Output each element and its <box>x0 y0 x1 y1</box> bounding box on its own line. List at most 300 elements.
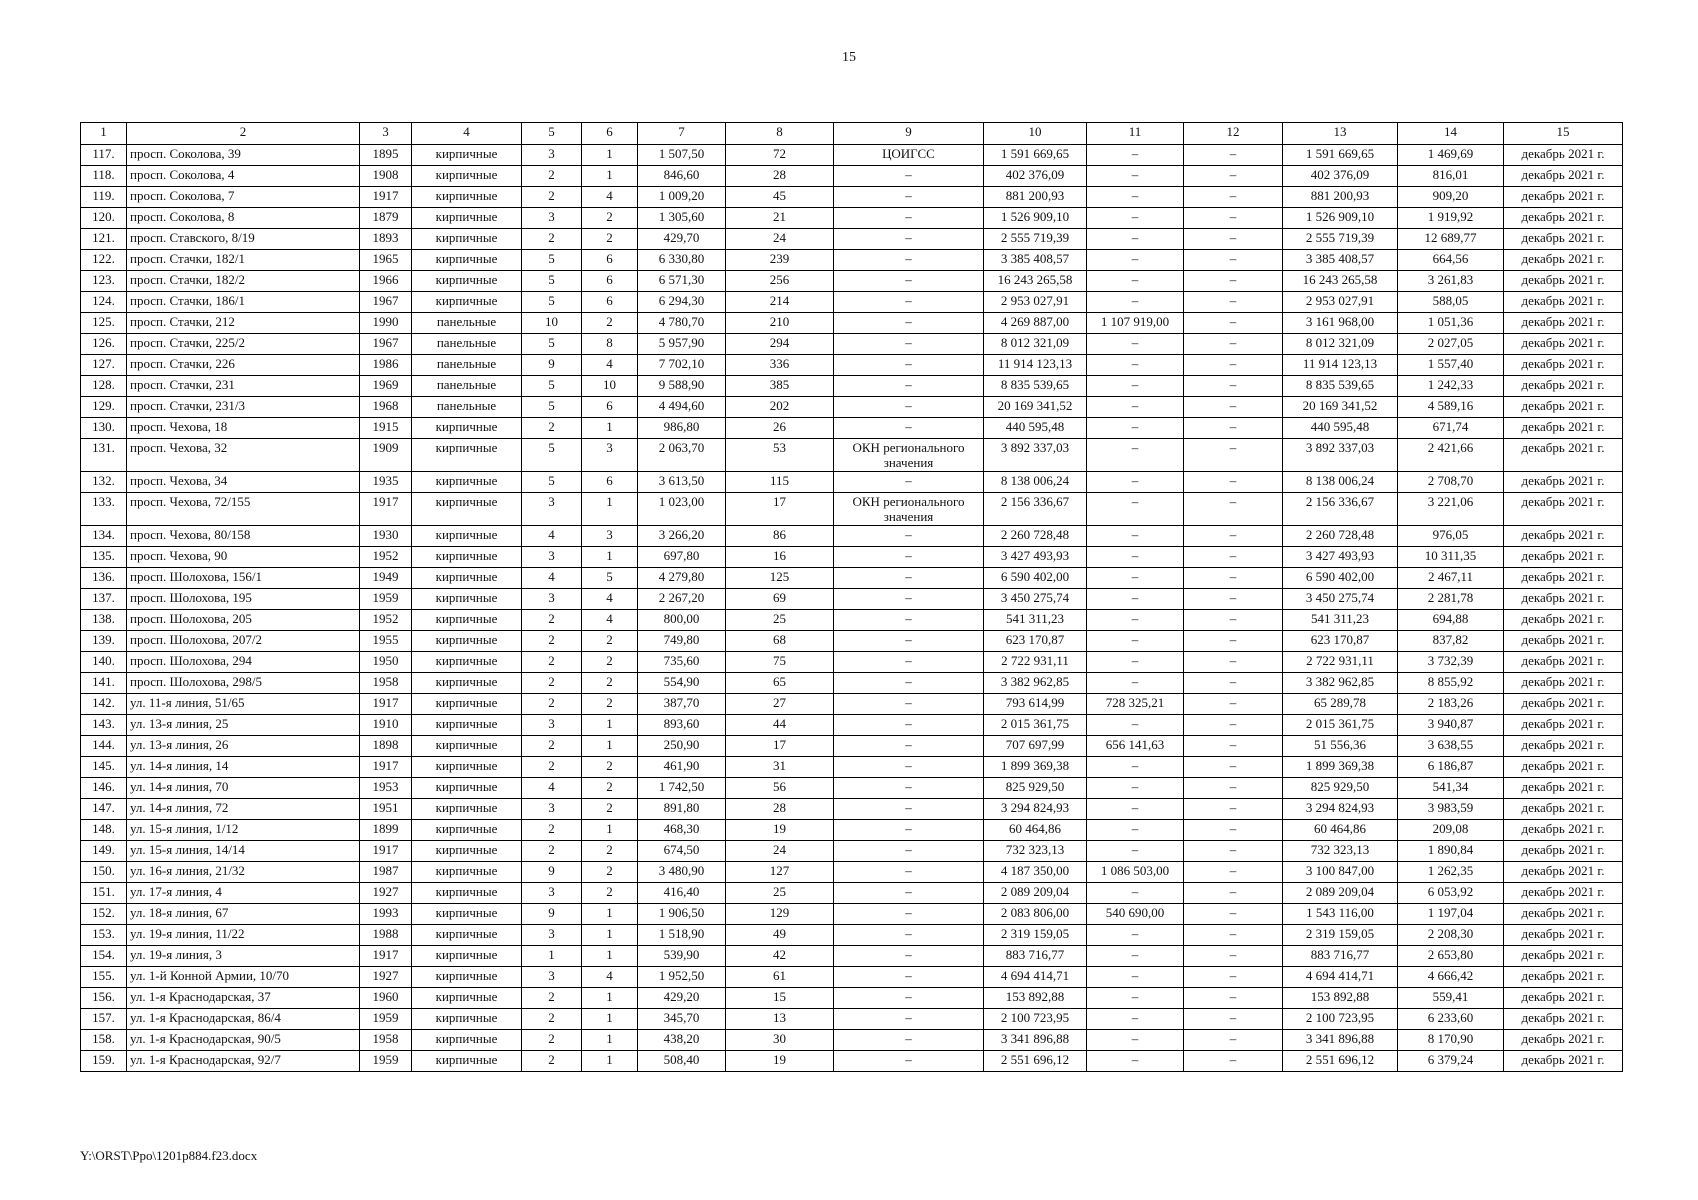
cell-cost-col-12: – <box>1184 568 1283 589</box>
cell-cost-col-11: – <box>1087 841 1184 862</box>
cell-area: 3 613,50 <box>638 472 726 493</box>
cell-cost-total: 1 899 369,38 <box>984 757 1087 778</box>
cell-deadline: декабрь 2021 г. <box>1504 610 1623 631</box>
cell-cost-col-11: – <box>1087 568 1184 589</box>
cell-entrances: 1 <box>582 820 638 841</box>
cell-residents: 214 <box>726 292 834 313</box>
cell-cost-total: 20 169 341,52 <box>984 397 1087 418</box>
cell-cost-total: 2 100 723,95 <box>984 1009 1087 1030</box>
cell-cost-col-11: – <box>1087 292 1184 313</box>
cell-cost-col-13: 4 694 414,71 <box>1283 967 1398 988</box>
cell-cost-per-unit: 694,88 <box>1398 610 1504 631</box>
cell-cost-col-12: – <box>1184 208 1283 229</box>
cell-floors: 1 <box>522 946 582 967</box>
cell-address: ул. 1-я Краснодарская, 90/5 <box>127 1030 360 1051</box>
cell-cost-total: 881 200,93 <box>984 187 1087 208</box>
cell-cost-col-12: – <box>1184 904 1283 925</box>
cell-cost-per-unit: 3 221,06 <box>1398 493 1504 526</box>
cell-floors: 2 <box>522 418 582 439</box>
table-row <box>81 988 1623 1009</box>
cell-wall-material: кирпичные <box>412 439 522 472</box>
cell-cost-total: 8 012 321,09 <box>984 334 1087 355</box>
cell-entrances: 1 <box>582 925 638 946</box>
cell-address: ул. 13-я линия, 25 <box>127 715 360 736</box>
table-row <box>81 652 1623 673</box>
cell-cost-per-unit: 3 983,59 <box>1398 799 1504 820</box>
table-row <box>81 736 1623 757</box>
cell-cost-total: 4 269 887,00 <box>984 313 1087 334</box>
cell-cost-col-12: – <box>1184 610 1283 631</box>
cell-wall-material: кирпичные <box>412 493 522 526</box>
cell-cost-col-11: – <box>1087 271 1184 292</box>
cell-entrances: 2 <box>582 694 638 715</box>
cell-wall-material: кирпичные <box>412 862 522 883</box>
cell-floors: 2 <box>522 736 582 757</box>
table-row <box>81 493 1623 526</box>
cell-cost-per-unit: 1 919,92 <box>1398 208 1504 229</box>
cell-address: просп. Соколова, 7 <box>127 187 360 208</box>
cell-area: 1 742,50 <box>638 778 726 799</box>
cell-cost-col-13: 2 156 336,67 <box>1283 493 1398 526</box>
cell-cost-col-13: 1 899 369,38 <box>1283 757 1398 778</box>
cell-status: – <box>834 862 984 883</box>
cell-floors: 5 <box>522 439 582 472</box>
cell-floors: 5 <box>522 472 582 493</box>
cell-residents: 61 <box>726 967 834 988</box>
cell-residents: 44 <box>726 715 834 736</box>
cell-residents: 15 <box>726 988 834 1009</box>
cell-cost-col-12: – <box>1184 862 1283 883</box>
cell-cost-total: 2 555 719,39 <box>984 229 1087 250</box>
cell-address: просп. Шолохова, 156/1 <box>127 568 360 589</box>
cell-address: просп. Чехова, 80/158 <box>127 526 360 547</box>
cell-wall-material: кирпичные <box>412 166 522 187</box>
cell-residents: 25 <box>726 610 834 631</box>
cell-wall-material: кирпичные <box>412 610 522 631</box>
cell-area: 697,80 <box>638 547 726 568</box>
cell-wall-material: кирпичные <box>412 820 522 841</box>
cell-status: – <box>834 652 984 673</box>
cell-area: 1 023,00 <box>638 493 726 526</box>
table-row <box>81 568 1623 589</box>
cell-status: – <box>834 568 984 589</box>
cell-deadline: декабрь 2021 г. <box>1504 799 1623 820</box>
cell-status: – <box>834 229 984 250</box>
cell-status: – <box>834 418 984 439</box>
table-row <box>81 250 1623 271</box>
cell-cost-per-unit: 12 689,77 <box>1398 229 1504 250</box>
cell-cost-per-unit: 1 197,04 <box>1398 904 1504 925</box>
cell-cost-per-unit: 1 469,69 <box>1398 145 1504 166</box>
cell-cost-col-11: – <box>1087 1030 1184 1051</box>
cell-deadline: декабрь 2021 г. <box>1504 967 1623 988</box>
cell-cost-col-11: – <box>1087 526 1184 547</box>
cell-cost-total: 707 697,99 <box>984 736 1087 757</box>
cell-cost-total: 4 694 414,71 <box>984 967 1087 988</box>
cell-row-number: 132. <box>81 472 127 493</box>
cell-cost-col-11: – <box>1087 418 1184 439</box>
cell-cost-col-12: – <box>1184 229 1283 250</box>
cell-build-year: 1952 <box>360 547 412 568</box>
cell-wall-material: кирпичные <box>412 946 522 967</box>
cell-entrances: 4 <box>582 355 638 376</box>
cell-deadline: декабрь 2021 г. <box>1504 589 1623 610</box>
cell-floors: 3 <box>522 493 582 526</box>
cell-address: просп. Ставского, 8/19 <box>127 229 360 250</box>
cell-cost-per-unit: 1 242,33 <box>1398 376 1504 397</box>
cell-cost-col-12: – <box>1184 778 1283 799</box>
cell-floors: 2 <box>522 988 582 1009</box>
cell-cost-col-13: 3 427 493,93 <box>1283 547 1398 568</box>
cell-cost-col-12: – <box>1184 589 1283 610</box>
cell-cost-col-12: – <box>1184 673 1283 694</box>
cell-cost-total: 3 341 896,88 <box>984 1030 1087 1051</box>
cell-cost-total: 440 595,48 <box>984 418 1087 439</box>
cell-row-number: 153. <box>81 925 127 946</box>
cell-cost-col-11: – <box>1087 883 1184 904</box>
cell-row-number: 149. <box>81 841 127 862</box>
cell-deadline: декабрь 2021 г. <box>1504 946 1623 967</box>
cell-status: – <box>834 547 984 568</box>
cell-cost-total: 2 015 361,75 <box>984 715 1087 736</box>
cell-cost-col-11: – <box>1087 946 1184 967</box>
cell-wall-material: панельные <box>412 334 522 355</box>
cell-deadline: декабрь 2021 г. <box>1504 736 1623 757</box>
cell-cost-col-12: – <box>1184 1051 1283 1072</box>
cell-cost-col-12: – <box>1184 967 1283 988</box>
cell-cost-col-11: – <box>1087 439 1184 472</box>
cell-area: 9 588,90 <box>638 376 726 397</box>
cell-cost-col-13: 60 464,86 <box>1283 820 1398 841</box>
cell-cost-col-13: 51 556,36 <box>1283 736 1398 757</box>
cell-row-number: 141. <box>81 673 127 694</box>
cell-entrances: 6 <box>582 397 638 418</box>
cell-status: – <box>834 472 984 493</box>
cell-build-year: 1910 <box>360 715 412 736</box>
cell-deadline: декабрь 2021 г. <box>1504 334 1623 355</box>
cell-build-year: 1960 <box>360 988 412 1009</box>
cell-residents: 202 <box>726 397 834 418</box>
cell-row-number: 158. <box>81 1030 127 1051</box>
cell-wall-material: кирпичные <box>412 673 522 694</box>
cell-status: – <box>834 715 984 736</box>
cell-row-number: 146. <box>81 778 127 799</box>
cell-status: – <box>834 988 984 1009</box>
cell-cost-col-12: – <box>1184 187 1283 208</box>
table-row <box>81 166 1623 187</box>
cell-floors: 2 <box>522 673 582 694</box>
cell-cost-per-unit: 909,20 <box>1398 187 1504 208</box>
cell-deadline: декабрь 2021 г. <box>1504 208 1623 229</box>
cell-cost-per-unit: 1 262,35 <box>1398 862 1504 883</box>
cell-cost-col-11: – <box>1087 250 1184 271</box>
table-row <box>81 589 1623 610</box>
cell-area: 6 330,80 <box>638 250 726 271</box>
cell-cost-col-12: – <box>1184 292 1283 313</box>
table-row <box>81 778 1623 799</box>
cell-deadline: декабрь 2021 г. <box>1504 271 1623 292</box>
cell-entrances: 6 <box>582 271 638 292</box>
cell-area: 7 702,10 <box>638 355 726 376</box>
cell-area: 429,20 <box>638 988 726 1009</box>
cell-status: – <box>834 904 984 925</box>
cell-entrances: 2 <box>582 883 638 904</box>
cell-deadline: декабрь 2021 г. <box>1504 439 1623 472</box>
cell-entrances: 2 <box>582 799 638 820</box>
cell-floors: 3 <box>522 925 582 946</box>
cell-cost-total: 16 243 265,58 <box>984 271 1087 292</box>
cell-cost-total: 153 892,88 <box>984 988 1087 1009</box>
cell-cost-col-11: 1 086 503,00 <box>1087 862 1184 883</box>
cell-cost-col-12: – <box>1184 250 1283 271</box>
cell-entrances: 2 <box>582 208 638 229</box>
cell-cost-col-13: 3 382 962,85 <box>1283 673 1398 694</box>
cell-cost-col-13: 2 260 728,48 <box>1283 526 1398 547</box>
cell-cost-col-13: 2 319 159,05 <box>1283 925 1398 946</box>
cell-cost-per-unit: 588,05 <box>1398 292 1504 313</box>
cell-deadline: декабрь 2021 г. <box>1504 883 1623 904</box>
cell-entrances: 10 <box>582 376 638 397</box>
cell-entrances: 4 <box>582 187 638 208</box>
cell-cost-per-unit: 2 708,70 <box>1398 472 1504 493</box>
cell-status: – <box>834 397 984 418</box>
cell-deadline: декабрь 2021 г. <box>1504 547 1623 568</box>
cell-deadline: декабрь 2021 г. <box>1504 925 1623 946</box>
cell-address: просп. Шолохова, 298/5 <box>127 673 360 694</box>
cell-row-number: 154. <box>81 946 127 967</box>
cell-residents: 17 <box>726 493 834 526</box>
table-body <box>81 145 1623 1072</box>
cell-cost-col-12: – <box>1184 439 1283 472</box>
cell-wall-material: кирпичные <box>412 757 522 778</box>
cell-wall-material: панельные <box>412 313 522 334</box>
cell-cost-per-unit: 2 208,30 <box>1398 925 1504 946</box>
column-header-13: 13 <box>1283 123 1398 145</box>
cell-status: – <box>834 820 984 841</box>
cell-row-number: 157. <box>81 1009 127 1030</box>
cell-area: 2 267,20 <box>638 589 726 610</box>
cell-entrances: 5 <box>582 568 638 589</box>
cell-cost-total: 883 716,77 <box>984 946 1087 967</box>
cell-cost-per-unit: 6 379,24 <box>1398 1051 1504 1072</box>
cell-status: – <box>834 1051 984 1072</box>
cell-address: просп. Шолохова, 207/2 <box>127 631 360 652</box>
cell-cost-col-11: 728 325,21 <box>1087 694 1184 715</box>
column-header-5: 5 <box>522 123 582 145</box>
cell-cost-col-13: 8 012 321,09 <box>1283 334 1398 355</box>
cell-residents: 19 <box>726 1051 834 1072</box>
cell-build-year: 1917 <box>360 841 412 862</box>
cell-wall-material: кирпичные <box>412 715 522 736</box>
cell-cost-col-12: – <box>1184 493 1283 526</box>
cell-floors: 3 <box>522 967 582 988</box>
cell-residents: 49 <box>726 925 834 946</box>
cell-cost-col-11: 1 107 919,00 <box>1087 313 1184 334</box>
cell-build-year: 1952 <box>360 610 412 631</box>
cell-cost-per-unit: 3 638,55 <box>1398 736 1504 757</box>
cell-cost-col-12: – <box>1184 313 1283 334</box>
cell-row-number: 145. <box>81 757 127 778</box>
table-header-row <box>81 123 1623 145</box>
cell-wall-material: кирпичные <box>412 1030 522 1051</box>
cell-cost-col-13: 65 289,78 <box>1283 694 1398 715</box>
cell-cost-total: 1 591 669,65 <box>984 145 1087 166</box>
cell-row-number: 122. <box>81 250 127 271</box>
cell-entrances: 8 <box>582 334 638 355</box>
cell-cost-col-12: – <box>1184 355 1283 376</box>
cell-cost-col-11: – <box>1087 925 1184 946</box>
cell-cost-col-12: – <box>1184 631 1283 652</box>
cell-row-number: 140. <box>81 652 127 673</box>
cell-area: 2 063,70 <box>638 439 726 472</box>
cell-cost-col-11: – <box>1087 757 1184 778</box>
cell-cost-col-12: – <box>1184 946 1283 967</box>
cell-cost-col-13: 3 294 824,93 <box>1283 799 1398 820</box>
cell-floors: 3 <box>522 883 582 904</box>
cell-entrances: 6 <box>582 472 638 493</box>
cell-cost-col-11: – <box>1087 145 1184 166</box>
cell-cost-total: 3 892 337,03 <box>984 439 1087 472</box>
column-header-15: 15 <box>1504 123 1623 145</box>
table-row <box>81 1030 1623 1051</box>
cell-residents: 86 <box>726 526 834 547</box>
cell-address: ул. 1-я Краснодарская, 86/4 <box>127 1009 360 1030</box>
cell-floors: 5 <box>522 376 582 397</box>
cell-address: просп. Стачки, 226 <box>127 355 360 376</box>
cell-cost-per-unit: 671,74 <box>1398 418 1504 439</box>
cell-address: просп. Шолохова, 205 <box>127 610 360 631</box>
cell-area: 345,70 <box>638 1009 726 1030</box>
cell-cost-total: 2 319 159,05 <box>984 925 1087 946</box>
cell-status: – <box>834 883 984 904</box>
cell-cost-col-11: – <box>1087 355 1184 376</box>
cell-address: ул. 19-я линия, 11/22 <box>127 925 360 946</box>
cell-residents: 16 <box>726 547 834 568</box>
cell-wall-material: кирпичные <box>412 250 522 271</box>
cell-build-year: 1993 <box>360 904 412 925</box>
cell-address: ул. 13-я линия, 26 <box>127 736 360 757</box>
cell-residents: 75 <box>726 652 834 673</box>
cell-cost-col-11: – <box>1087 610 1184 631</box>
cell-build-year: 1949 <box>360 568 412 589</box>
cell-cost-col-13: 881 200,93 <box>1283 187 1398 208</box>
cell-entrances: 1 <box>582 145 638 166</box>
cell-cost-col-11: – <box>1087 208 1184 229</box>
cell-wall-material: кирпичные <box>412 841 522 862</box>
cell-status: – <box>834 526 984 547</box>
cell-status: – <box>834 250 984 271</box>
cell-build-year: 1927 <box>360 883 412 904</box>
cell-wall-material: кирпичные <box>412 208 522 229</box>
cell-wall-material: кирпичные <box>412 736 522 757</box>
cell-build-year: 1968 <box>360 397 412 418</box>
cell-build-year: 1917 <box>360 493 412 526</box>
cell-residents: 56 <box>726 778 834 799</box>
cell-deadline: декабрь 2021 г. <box>1504 694 1623 715</box>
cell-row-number: 143. <box>81 715 127 736</box>
cell-residents: 72 <box>726 145 834 166</box>
cell-cost-total: 3 427 493,93 <box>984 547 1087 568</box>
table-row <box>81 946 1623 967</box>
cell-build-year: 1917 <box>360 946 412 967</box>
cell-row-number: 128. <box>81 376 127 397</box>
cell-cost-per-unit: 837,82 <box>1398 631 1504 652</box>
cell-cost-col-12: – <box>1184 472 1283 493</box>
cell-row-number: 135. <box>81 547 127 568</box>
cell-cost-col-13: 8 138 006,24 <box>1283 472 1398 493</box>
cell-status: – <box>834 799 984 820</box>
cell-cost-col-12: – <box>1184 925 1283 946</box>
cell-cost-per-unit: 1 051,36 <box>1398 313 1504 334</box>
column-header-3: 3 <box>360 123 412 145</box>
cell-address: ул. 16-я линия, 21/32 <box>127 862 360 883</box>
cell-address: ул. 14-я линия, 14 <box>127 757 360 778</box>
cell-entrances: 2 <box>582 841 638 862</box>
cell-deadline: декабрь 2021 г. <box>1504 229 1623 250</box>
cell-status: ОКН регионального значения <box>834 439 984 472</box>
cell-build-year: 1986 <box>360 355 412 376</box>
cell-cost-col-13: 541 311,23 <box>1283 610 1398 631</box>
cell-address: ул. 1-й Конной Армии, 10/70 <box>127 967 360 988</box>
cell-cost-col-11: – <box>1087 778 1184 799</box>
cell-build-year: 1953 <box>360 778 412 799</box>
table-row <box>81 1051 1623 1072</box>
cell-row-number: 137. <box>81 589 127 610</box>
cell-cost-col-12: – <box>1184 1030 1283 1051</box>
cell-status: – <box>834 334 984 355</box>
cell-entrances: 1 <box>582 1030 638 1051</box>
cell-floors: 5 <box>522 250 582 271</box>
cell-build-year: 1908 <box>360 166 412 187</box>
cell-build-year: 1935 <box>360 472 412 493</box>
cell-area: 1 906,50 <box>638 904 726 925</box>
cell-residents: 19 <box>726 820 834 841</box>
cell-cost-col-11: – <box>1087 715 1184 736</box>
cell-row-number: 121. <box>81 229 127 250</box>
cell-row-number: 129. <box>81 397 127 418</box>
cell-row-number: 125. <box>81 313 127 334</box>
cell-cost-col-11: – <box>1087 799 1184 820</box>
cell-floors: 2 <box>522 652 582 673</box>
cell-status: – <box>834 925 984 946</box>
cell-status: – <box>834 757 984 778</box>
cell-deadline: декабрь 2021 г. <box>1504 988 1623 1009</box>
column-header-7: 7 <box>638 123 726 145</box>
cell-cost-per-unit: 8 170,90 <box>1398 1030 1504 1051</box>
cell-residents: 24 <box>726 841 834 862</box>
cell-area: 846,60 <box>638 166 726 187</box>
cell-cost-per-unit: 664,56 <box>1398 250 1504 271</box>
cell-row-number: 159. <box>81 1051 127 1072</box>
cell-cost-col-13: 1 526 909,10 <box>1283 208 1398 229</box>
cell-wall-material: кирпичные <box>412 694 522 715</box>
cell-cost-col-12: – <box>1184 757 1283 778</box>
cell-floors: 2 <box>522 841 582 862</box>
cell-cost-per-unit: 2 467,11 <box>1398 568 1504 589</box>
cell-build-year: 1966 <box>360 271 412 292</box>
table-row <box>81 271 1623 292</box>
cell-deadline: декабрь 2021 г. <box>1504 526 1623 547</box>
table-row <box>81 145 1623 166</box>
cell-floors: 3 <box>522 589 582 610</box>
cell-row-number: 139. <box>81 631 127 652</box>
cell-cost-col-11: – <box>1087 967 1184 988</box>
cell-residents: 336 <box>726 355 834 376</box>
cell-area: 986,80 <box>638 418 726 439</box>
cell-build-year: 1917 <box>360 757 412 778</box>
table-row <box>81 397 1623 418</box>
cell-residents: 53 <box>726 439 834 472</box>
